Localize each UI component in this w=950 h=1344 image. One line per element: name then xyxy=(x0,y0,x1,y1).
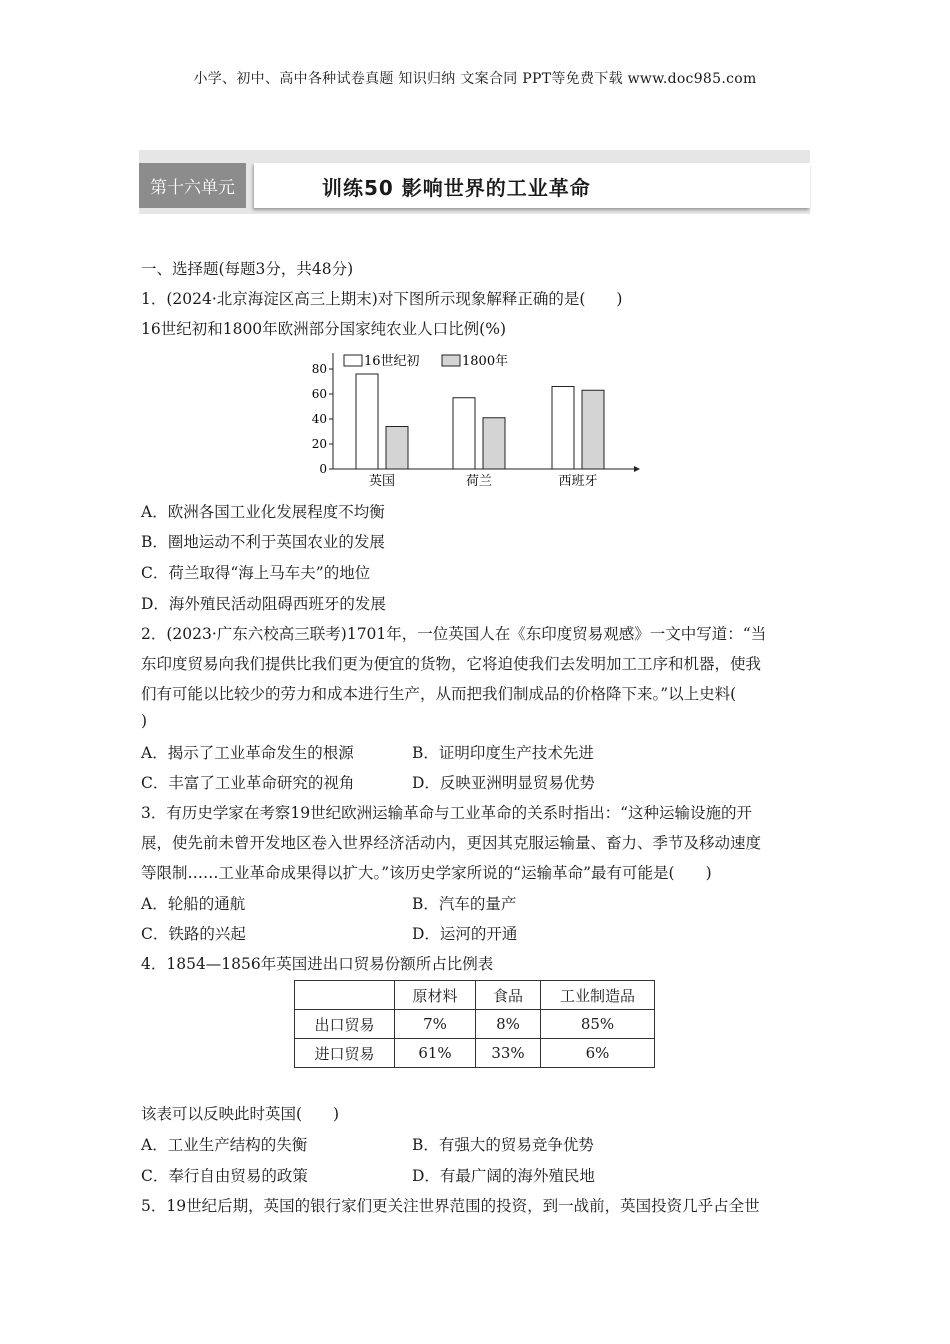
q2-option-c: C．丰富了工业革命研究的视角 xyxy=(141,774,355,792)
q4-option-b: B．有强大的贸易竞争优势 xyxy=(412,1136,594,1154)
x-axis-arrow xyxy=(634,466,640,472)
q1-option-d: D．海外殖民活动阻碍西班牙的发展 xyxy=(141,595,386,613)
q2-line-1: 2．(2023·广东六校高三联考)1701年，一位英国人在《东印度贸易观感》一文中写道：“当 xyxy=(141,625,767,643)
x-category-label: 西班牙 xyxy=(558,474,598,489)
header-note: 小学、初中、高中各种试卷真题 知识归纳 文案合同 PPT等免费下载 www.doc985.com xyxy=(193,71,757,87)
q4-stem: 4．1854—1856年英国进出口贸易份额所占比例表 xyxy=(141,955,494,973)
table-header-cell xyxy=(295,981,395,1010)
q3-option-b: B．汽车的量产 xyxy=(412,895,517,913)
x-category-label: 英国 xyxy=(368,474,396,489)
table-cell: 6% xyxy=(541,1039,655,1068)
q2-line-4: ) xyxy=(141,712,148,730)
table-cell: 33% xyxy=(476,1039,541,1068)
table-cell: 7% xyxy=(395,1010,476,1039)
legend-swatch-1 xyxy=(442,355,460,366)
trade-table xyxy=(294,980,655,1068)
y-tick-label: 40 xyxy=(311,412,327,426)
q3-line-3: 等限制……工业革命成果得以扩大。”该历史学家所说的“运输革命”最有可能是( ) xyxy=(141,864,712,882)
q2-line-3: 们有可能以比较少的劳力和成本进行生产，从而把我们制成品的价格降下来。”以上史料( xyxy=(141,685,737,703)
bar-0-1 xyxy=(386,427,408,470)
q2-line-2: 东印度贸易向我们提供比我们更为便宜的货物，它将迫使我们去发明加工工序和机器，使我 xyxy=(141,655,762,673)
table-cell: 61% xyxy=(395,1039,476,1068)
table-header-cell: 食品 xyxy=(476,981,541,1010)
y-tick-label: 20 xyxy=(311,437,327,451)
q1-chart-caption: 16世纪初和1800年欧洲部分国家纯农业人口比例(%) xyxy=(141,320,506,338)
q3-line-1: 3．有历史学家在考察19世纪欧洲运输革命与工业革命的关系时指出：“这种运输设施的开 xyxy=(141,804,753,822)
table-cell: 8% xyxy=(476,1010,541,1039)
table-header-cell: 工业制造品 xyxy=(541,981,655,1010)
bar-1-0 xyxy=(453,398,475,469)
bar-2-1 xyxy=(582,390,604,469)
q2-option-a: A．揭示了工业革命发生的根源 xyxy=(141,744,354,762)
bar-1-1 xyxy=(483,418,505,469)
table-header-cell: 原材料 xyxy=(395,981,476,1010)
q5-line-1: 5．19世纪后期，英国的银行家们更关注世界范围的投资，到一战前，英国投资几乎占全世 xyxy=(141,1197,760,1215)
q2-option-b: B．证明印度生产技术先进 xyxy=(412,744,594,762)
bar-0-0 xyxy=(356,374,378,469)
table-cell: 85% xyxy=(541,1010,655,1039)
q4-option-d: D．有最广阔的海外殖民地 xyxy=(412,1167,595,1185)
section-heading: 一、选择题(每题3分，共48分) xyxy=(141,260,354,278)
q2-option-d: D．反映亚洲明显贸易优势 xyxy=(412,774,595,792)
q1-option-c: C．荷兰取得“海上马车夫”的地位 xyxy=(141,564,371,582)
x-category-label: 荷兰 xyxy=(465,474,493,489)
q3-option-c: C．铁路的兴起 xyxy=(141,925,246,943)
table-row xyxy=(295,1039,655,1068)
y-tick-label: 60 xyxy=(311,387,327,401)
q4-option-a: A．工业生产结构的失衡 xyxy=(141,1136,308,1154)
y-tick-label: 0 xyxy=(319,462,327,476)
y-tick-label: 80 xyxy=(311,362,327,376)
table-cell: 进口贸易 xyxy=(295,1039,395,1068)
page-title: 训练50 影响世界的工业革命 xyxy=(322,176,591,200)
q4-question: 该表可以反映此时英国( ) xyxy=(141,1105,340,1123)
table-header-row xyxy=(295,981,655,1010)
q3-line-2: 展，使先前未曾开发地区卷入世界经济活动内，更因其克服运输量、畜力、季节及移动速度 xyxy=(141,834,762,852)
legend-label-0: 16世纪初 xyxy=(364,354,420,369)
legend-label-1: 1800年 xyxy=(462,354,509,369)
q4-option-c: C．奉行自由贸易的政策 xyxy=(141,1167,308,1185)
q3-option-d: D．运河的开通 xyxy=(412,925,518,943)
q3-option-a: A．轮船的通航 xyxy=(141,895,246,913)
unit-label: 第十六单元 xyxy=(139,163,246,208)
legend-swatch-0 xyxy=(344,355,362,366)
title-box xyxy=(254,163,810,208)
q1-bar-chart xyxy=(300,347,645,492)
bar-2-0 xyxy=(552,387,574,470)
table-cell: 出口贸易 xyxy=(295,1010,395,1039)
q1-stem: 1．(2024·北京海淀区高三上期末)对下图所示现象解释正确的是( ) xyxy=(141,290,623,308)
table-row xyxy=(295,1010,655,1039)
q1-option-a: A．欧洲各国工业化发展程度不均衡 xyxy=(141,503,385,521)
q1-option-b: B．圈地运动不利于英国农业的发展 xyxy=(141,533,385,551)
